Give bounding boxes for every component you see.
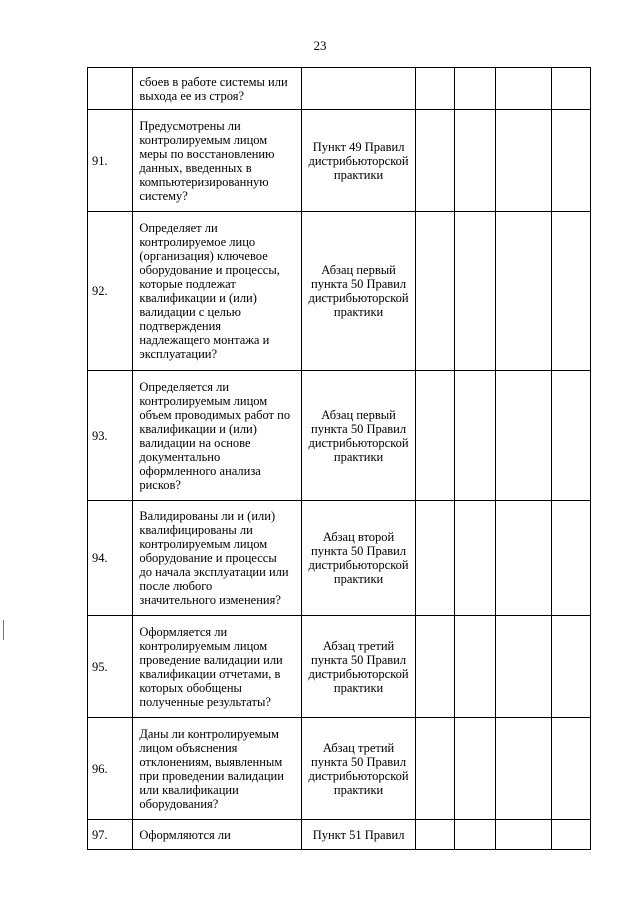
requirement-text: Абзац третий пункта 50 Правил дистрибьюторской практики: [308, 740, 409, 797]
table-row: [88, 68, 591, 110]
question-text: Валидированы ли и (или) квалифицированы ли контролируемым лицом оборудование и процессы до начала эксплуатации или после любого значительного изменения?: [139, 509, 289, 607]
answer-cell-na: [496, 212, 552, 371]
answer-cell-no: [454, 68, 495, 110]
table-row: [88, 820, 591, 850]
answer-cell-note: [551, 212, 590, 371]
table-row: [88, 212, 591, 371]
question-text: Оформляется ли контролируемым лицом проведение валидации или квалификации отчетами, в которых обобщены полученные результаты?: [139, 624, 283, 709]
question-text: Оформляются ли: [139, 827, 231, 842]
table-row: [88, 501, 591, 616]
table-row: [88, 616, 591, 718]
page-number: 23: [313, 38, 327, 53]
answer-cell-yes: [415, 501, 454, 616]
checklist-table: [87, 67, 591, 850]
answer-cell-note: [551, 371, 590, 501]
answer-cell-yes: [415, 110, 454, 212]
answer-cell-note: [551, 616, 590, 718]
scan-margin-mark: [3, 620, 4, 640]
answer-cell-na: [496, 68, 552, 110]
requirement-text: Пункт 51 Правил: [312, 827, 405, 842]
answer-cell-no: [454, 616, 495, 718]
answer-cell-yes: [415, 68, 454, 110]
requirement-text: Абзац первый пункта 50 Правил дистрибьюторской практики: [308, 263, 409, 319]
row-number: 94.: [88, 501, 133, 616]
answer-cell-yes: [415, 371, 454, 501]
row-number: 93.: [88, 371, 133, 501]
question-text: Определяет ли контролируемое лицо (организация) ключевое оборудование и процессы, которые подлежат квалификации и (или) валидации с целью подтверждения надлежащего монтажа и эксплуатации?: [139, 221, 280, 361]
row-number: 97.: [88, 820, 133, 850]
table-row: [88, 371, 591, 501]
answer-cell-na: [496, 718, 552, 820]
row-number: 92.: [88, 212, 133, 371]
requirement-text: Абзац первый пункта 50 Правил дистрибьюторской практики: [308, 407, 409, 464]
answer-cell-yes: [415, 212, 454, 371]
table-row: [88, 110, 591, 212]
answer-cell-note: [551, 110, 590, 212]
answer-cell-yes: [415, 820, 454, 850]
answer-cell-no: [454, 718, 495, 820]
answer-cell-no: [454, 371, 495, 501]
question-text: сбоев в работе системы или выхода ее из строя?: [139, 74, 288, 103]
question-text: Предусмотрены ли контролируемым лицом меры по восстановлению данных, введенных в компьютеризированную систему?: [139, 118, 275, 203]
answer-cell-na: [496, 616, 552, 718]
answer-cell-no: [454, 820, 495, 850]
answer-cell-na: [496, 110, 552, 212]
answer-cell-yes: [415, 718, 454, 820]
row-number: 95.: [88, 616, 133, 718]
answer-cell-yes: [415, 616, 454, 718]
answer-cell-note: [551, 501, 590, 616]
answer-cell-note: [551, 820, 590, 850]
requirement-text: Пункт 49 Правил дистрибьюторской практики: [308, 139, 409, 182]
answer-cell-no: [454, 212, 495, 371]
answer-cell-no: [454, 501, 495, 616]
row-number: [88, 68, 133, 110]
row-number: 96.: [88, 718, 133, 820]
answer-cell-na: [496, 371, 552, 501]
requirement-text: Абзац второй пункта 50 Правил дистрибьюторской практики: [308, 530, 409, 586]
row-number: 91.: [88, 110, 133, 212]
question-text: Даны ли контролируемым лицом объяснения отклонениям, выявленным при проведении валидации или квалификации оборудования?: [139, 726, 284, 811]
answer-cell-na: [496, 820, 552, 850]
answer-cell-no: [454, 110, 495, 212]
table-row: [88, 718, 591, 820]
answer-cell-na: [496, 501, 552, 616]
answer-cell-note: [551, 68, 590, 110]
requirement-text: Абзац третий пункта 50 Правил дистрибьюторской практики: [308, 638, 409, 695]
question-text: Определяется ли контролируемым лицом объем проводимых работ по квалификации и (или) валидации на основе документально оформленного анализа рисков?: [139, 379, 291, 492]
answer-cell-note: [551, 718, 590, 820]
